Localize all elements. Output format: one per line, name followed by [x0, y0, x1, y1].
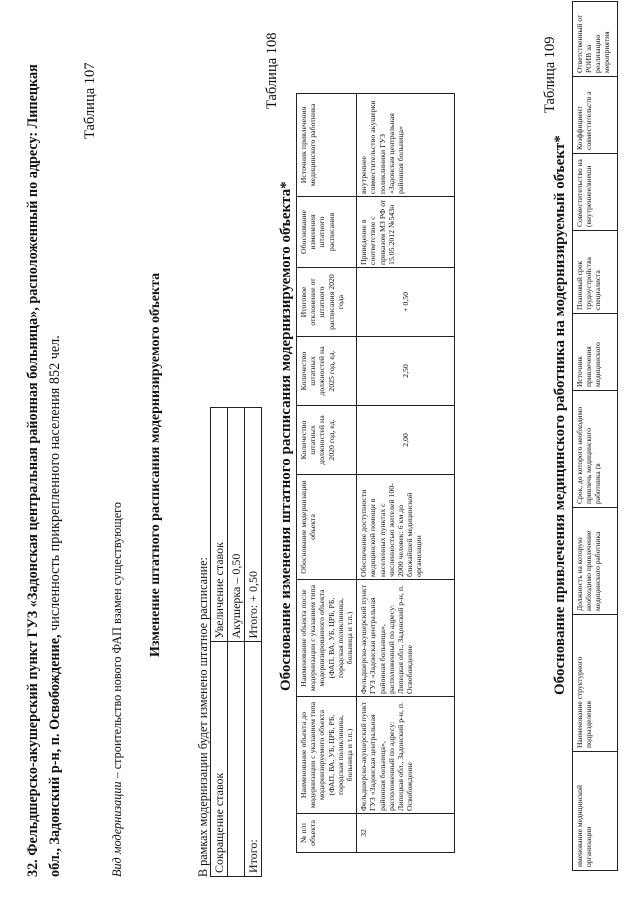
table-108	[296, 93, 455, 853]
modernization-text: – строительство нового ФАП взамен существующего	[110, 502, 124, 782]
col-employment-date: Плановый срок трудоустройства специалиста	[573, 231, 618, 314]
header-reduction: Сокращение ставок	[211, 642, 228, 877]
table-109-title: Обоснование привлечения медицинского работника на модернизируемый объект*	[552, 135, 568, 695]
table-107	[210, 407, 262, 877]
table-header-row	[297, 94, 357, 853]
col-responsible: Ответственный от РОИВ за реализацию мероприятия	[573, 2, 618, 77]
col-worker-source: Источник привлечения медицинского работника	[297, 94, 357, 197]
col-change-justification: Обоснование изменения штатного расписания	[297, 197, 357, 268]
cell-staff-2020: 2,00	[357, 406, 455, 475]
header-increase: Увеличение ставок	[211, 408, 228, 643]
col-deviation: Итоговое отклонение от штатного расписания 2020 года	[297, 268, 357, 337]
table-row	[228, 408, 245, 877]
modernization-label: Вид модернизации	[110, 781, 124, 877]
staffing-intro-text: В рамках модернизации будет изменено штатное расписание:	[196, 557, 210, 877]
table-108-label: Таблица 108	[264, 32, 280, 109]
col-staff-2020: Количество штатных должностей на 2020 год, ед.	[297, 406, 357, 475]
col-justification: Обоснование модернизации объекта	[297, 475, 357, 580]
col-source: Источник привлечения медицинского	[573, 314, 618, 391]
col-object-before: Наименование объекта до модернизации с указанием типа модернизируемого объекта (ФАП, ВА, УБ, ЦРБ, РБ, городская поликлиника, больница и т.п.)	[297, 697, 357, 814]
col-part-time-coefficient: Коэффициент совместительств а	[573, 77, 618, 154]
staffing-change-title: Изменение штатного расписания модернизируемого объекта	[148, 272, 163, 657]
table-row	[357, 94, 455, 853]
cell-object-after: Фельдшерско-акушерский пункт ГУЗ «Задонская центральная районная больница», расположенный по адресу: Липецкая обл., Задонский р-н, п. Освобождение	[357, 580, 455, 697]
cell-deviation: + 0,50	[357, 268, 455, 337]
increase-cell: Акушерка – 0,50	[228, 408, 245, 643]
cell-number: 32	[357, 814, 455, 853]
table-header-row	[573, 2, 618, 871]
heading-bold-text: 32. Фельдшерско-акушерский пункт ГУЗ «Задонская центральная районная больница», расположенный по адресу: Липецкая обл., Задонский р-н, п. Освобождение,	[25, 64, 63, 877]
heading-population-text: численность прикрепленного населения 852 чел.	[47, 335, 63, 635]
col-structural-unit: Наименование структурного подразделения	[573, 615, 618, 752]
cell-justification: Обеспечение доступности медицинской помощи в населенных пунктах с численностью жителей 100-2000 человек: 6 км до ближайшей медицинской организации	[357, 475, 455, 580]
total-increase: Итого: + 0,50	[245, 408, 262, 643]
total-reduction: Итого:	[245, 642, 262, 877]
table-108-title: Обоснование изменения штатного расписания модернизируемого объекта*	[278, 181, 294, 691]
col-position: Должность на которую необходимо привлечение медицинского работника	[573, 508, 618, 615]
table-109	[572, 1, 618, 871]
cell-change-justification: Приведение в соответствие с приказом МЗ РФ от 15.05.2012 №543н	[357, 197, 455, 268]
table-109-label: Таблица 109	[542, 36, 558, 113]
col-number: № п/п объекта	[297, 814, 357, 853]
col-staff-2025: Количество штатных должностей на 2025 год, ед.	[297, 337, 357, 406]
cell-staff-2025: 2,50	[357, 337, 455, 406]
cell-object-before: Фельдшерско-акушерский пункт ГУЗ «Задонская центральная районная больница», расположенный по адресу: Липецкая обл., Задонский р-н, п. Освобождение	[357, 697, 455, 814]
reduction-cell	[228, 642, 245, 877]
object-heading	[22, 57, 66, 877]
table-107-label: Таблица 107	[82, 62, 98, 139]
col-object-after: Наименование объекта после модернизации с указанием типа модернизированного объекта (ФАП, ВА, УБ, ЦРБ, РБ, городская поликлиника, больница и т.п.)	[297, 580, 357, 697]
table-row	[245, 408, 262, 877]
table-row	[211, 408, 228, 877]
cell-worker-source: внутреннее совместительство акушерки поликлиники ГУЗ «Задонская центральная районная больница»	[357, 94, 455, 197]
col-part-time: Совместительство на (внутреннее/внешн	[573, 154, 618, 231]
modernization-type	[110, 502, 125, 877]
col-deadline: Срок, до которого необходимо привлечь медицинского работника (в	[573, 391, 618, 508]
col-organization: именование медицинской организации	[573, 752, 618, 871]
